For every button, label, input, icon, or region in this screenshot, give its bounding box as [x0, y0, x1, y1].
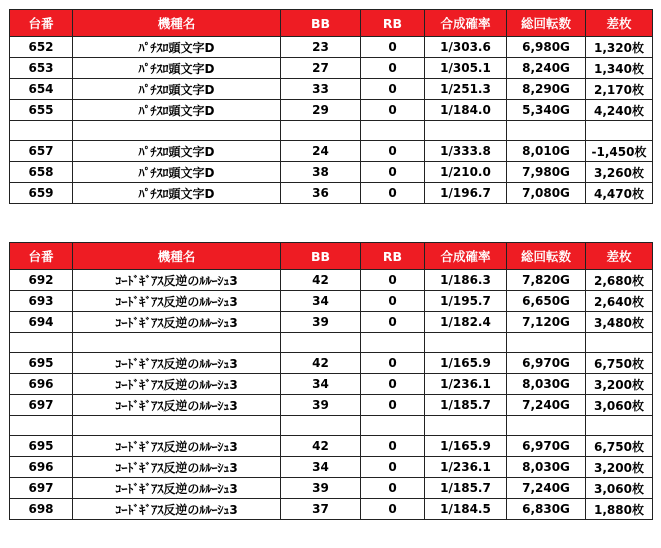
rb-count-cell: 0 — [361, 183, 425, 204]
table-row — [10, 457, 653, 478]
header-total-spins: 総回転数 — [507, 10, 586, 37]
slot-data-table-initial-d — [9, 9, 653, 204]
machine-number-cell: 698 — [10, 499, 73, 520]
coin-difference-cell: 3,200枚 — [586, 374, 653, 395]
machine-number-cell: 658 — [10, 162, 73, 183]
machine-name-cell: ﾊﾟﾁｽﾛ頭文字D — [73, 100, 281, 121]
empty-cell — [361, 333, 425, 353]
combined-probability-cell: 1/303.6 — [425, 37, 507, 58]
coin-difference-cell: 1,880枚 — [586, 499, 653, 520]
machine-name-cell: ﾊﾟﾁｽﾛ頭文字D — [73, 183, 281, 204]
total-spins-cell: 7,240G — [507, 478, 586, 499]
bb-count-cell: 23 — [281, 37, 361, 58]
combined-probability-cell: 1/305.1 — [425, 58, 507, 79]
bb-count-cell: 27 — [281, 58, 361, 79]
machine-number-cell: 695 — [10, 436, 73, 457]
machine-number-cell: 694 — [10, 312, 73, 333]
table-header — [10, 243, 653, 270]
machine-name-cell: ﾊﾟﾁｽﾛ頭文字D — [73, 37, 281, 58]
machine-number-cell: 657 — [10, 141, 73, 162]
empty-cell — [586, 333, 653, 353]
slot-data-table-code-geass — [9, 242, 653, 520]
empty-cell — [73, 333, 281, 353]
empty-cell — [586, 416, 653, 436]
machine-name-cell: ﾊﾟﾁｽﾛ頭文字D — [73, 141, 281, 162]
empty-cell — [361, 121, 425, 141]
header-row — [10, 243, 653, 270]
bb-count-cell: 36 — [281, 183, 361, 204]
empty-cell — [73, 416, 281, 436]
empty-cell — [281, 121, 361, 141]
bb-count-cell: 34 — [281, 457, 361, 478]
combined-probability-cell: 1/236.1 — [425, 374, 507, 395]
bb-count-cell: 42 — [281, 353, 361, 374]
coin-difference-cell: 2,640枚 — [586, 291, 653, 312]
machine-number-cell: 696 — [10, 457, 73, 478]
rb-count-cell: 0 — [361, 79, 425, 100]
total-spins-cell: 8,030G — [507, 457, 586, 478]
total-spins-cell: 5,340G — [507, 100, 586, 121]
total-spins-cell: 7,080G — [507, 183, 586, 204]
coin-difference-cell: 3,480枚 — [586, 312, 653, 333]
total-spins-cell: 7,820G — [507, 270, 586, 291]
table-row — [10, 270, 653, 291]
machine-name-cell: ｺｰﾄﾞｷﾞｱｽ反逆のﾙﾙｰｼｭ3 — [73, 436, 281, 457]
machine-number-cell: 653 — [10, 58, 73, 79]
empty-cell — [10, 121, 73, 141]
spacer-row — [10, 121, 653, 141]
table-row — [10, 291, 653, 312]
table-row — [10, 478, 653, 499]
coin-difference-cell: 2,680枚 — [586, 270, 653, 291]
header-bb: BB — [281, 243, 361, 270]
coin-difference-cell: 3,260枚 — [586, 162, 653, 183]
coin-difference-cell: 6,750枚 — [586, 353, 653, 374]
empty-cell — [10, 333, 73, 353]
rb-count-cell: 0 — [361, 270, 425, 291]
combined-probability-cell: 1/185.7 — [425, 395, 507, 416]
machine-number-cell: 693 — [10, 291, 73, 312]
header-total-spins: 総回転数 — [507, 243, 586, 270]
bb-count-cell: 42 — [281, 436, 361, 457]
coin-difference-cell: 1,320枚 — [586, 37, 653, 58]
rb-count-cell: 0 — [361, 58, 425, 79]
table-row — [10, 37, 653, 58]
bb-count-cell: 29 — [281, 100, 361, 121]
table-body — [10, 270, 653, 520]
empty-cell — [73, 121, 281, 141]
empty-cell — [507, 333, 586, 353]
total-spins-cell: 7,240G — [507, 395, 586, 416]
total-spins-cell: 8,290G — [507, 79, 586, 100]
machine-number-cell: 655 — [10, 100, 73, 121]
table-row — [10, 58, 653, 79]
table-row — [10, 100, 653, 121]
combined-probability-cell: 1/184.5 — [425, 499, 507, 520]
machine-number-cell: 695 — [10, 353, 73, 374]
coin-difference-cell: 1,340枚 — [586, 58, 653, 79]
rb-count-cell: 0 — [361, 37, 425, 58]
machine-number-cell: 654 — [10, 79, 73, 100]
machine-number-cell: 659 — [10, 183, 73, 204]
bb-count-cell: 39 — [281, 395, 361, 416]
machine-number-cell: 697 — [10, 395, 73, 416]
coin-difference-cell: 4,470枚 — [586, 183, 653, 204]
coin-difference-cell: 2,170枚 — [586, 79, 653, 100]
total-spins-cell: 6,830G — [507, 499, 586, 520]
spacer-row — [10, 416, 653, 436]
bb-count-cell: 24 — [281, 141, 361, 162]
header-rb: RB — [361, 243, 425, 270]
machine-name-cell: ﾊﾟﾁｽﾛ頭文字D — [73, 79, 281, 100]
table-row — [10, 183, 653, 204]
rb-count-cell: 0 — [361, 100, 425, 121]
header-coin-difference: 差枚 — [586, 10, 653, 37]
machine-name-cell: ｺｰﾄﾞｷﾞｱｽ反逆のﾙﾙｰｼｭ3 — [73, 499, 281, 520]
rb-count-cell: 0 — [361, 374, 425, 395]
machine-name-cell: ｺｰﾄﾞｷﾞｱｽ反逆のﾙﾙｰｼｭ3 — [73, 478, 281, 499]
empty-cell — [425, 416, 507, 436]
total-spins-cell: 8,010G — [507, 141, 586, 162]
empty-cell — [507, 121, 586, 141]
combined-probability-cell: 1/186.3 — [425, 270, 507, 291]
empty-cell — [507, 416, 586, 436]
coin-difference-cell: 3,060枚 — [586, 478, 653, 499]
machine-name-cell: ｺｰﾄﾞｷﾞｱｽ反逆のﾙﾙｰｼｭ3 — [73, 353, 281, 374]
header-combined-probability: 合成確率 — [425, 243, 507, 270]
empty-cell — [425, 333, 507, 353]
header-machine-number: 台番 — [10, 10, 73, 37]
table-row — [10, 353, 653, 374]
spacer-row — [10, 333, 653, 353]
total-spins-cell: 8,240G — [507, 58, 586, 79]
rb-count-cell: 0 — [361, 141, 425, 162]
header-coin-difference: 差枚 — [586, 243, 653, 270]
machine-number-cell: 697 — [10, 478, 73, 499]
bb-count-cell: 34 — [281, 374, 361, 395]
combined-probability-cell: 1/165.9 — [425, 353, 507, 374]
empty-cell — [281, 416, 361, 436]
coin-difference-cell: 3,200枚 — [586, 457, 653, 478]
combined-probability-cell: 1/236.1 — [425, 457, 507, 478]
rb-count-cell: 0 — [361, 312, 425, 333]
combined-probability-cell: 1/333.8 — [425, 141, 507, 162]
rb-count-cell: 0 — [361, 162, 425, 183]
rb-count-cell: 0 — [361, 478, 425, 499]
table-row — [10, 436, 653, 457]
table-row — [10, 312, 653, 333]
table-body — [10, 37, 653, 204]
combined-probability-cell: 1/251.3 — [425, 79, 507, 100]
rb-count-cell: 0 — [361, 499, 425, 520]
total-spins-cell: 6,970G — [507, 353, 586, 374]
coin-difference-cell: -1,450枚 — [586, 141, 653, 162]
total-spins-cell: 7,980G — [507, 162, 586, 183]
machine-number-cell: 692 — [10, 270, 73, 291]
total-spins-cell: 8,030G — [507, 374, 586, 395]
bb-count-cell: 33 — [281, 79, 361, 100]
machine-name-cell: ﾊﾟﾁｽﾛ頭文字D — [73, 162, 281, 183]
machine-number-cell: 696 — [10, 374, 73, 395]
table-row — [10, 374, 653, 395]
bb-count-cell: 39 — [281, 478, 361, 499]
table-header — [10, 10, 653, 37]
machine-number-cell: 652 — [10, 37, 73, 58]
bb-count-cell: 42 — [281, 270, 361, 291]
total-spins-cell: 6,980G — [507, 37, 586, 58]
empty-cell — [586, 121, 653, 141]
machine-name-cell: ｺｰﾄﾞｷﾞｱｽ反逆のﾙﾙｰｼｭ3 — [73, 270, 281, 291]
bb-count-cell: 39 — [281, 312, 361, 333]
table-row — [10, 141, 653, 162]
machine-name-cell: ｺｰﾄﾞｷﾞｱｽ反逆のﾙﾙｰｼｭ3 — [73, 374, 281, 395]
empty-cell — [281, 333, 361, 353]
bb-count-cell: 38 — [281, 162, 361, 183]
header-row — [10, 10, 653, 37]
header-bb: BB — [281, 10, 361, 37]
total-spins-cell: 6,650G — [507, 291, 586, 312]
combined-probability-cell: 1/185.7 — [425, 478, 507, 499]
combined-probability-cell: 1/182.4 — [425, 312, 507, 333]
bb-count-cell: 34 — [281, 291, 361, 312]
table-row — [10, 395, 653, 416]
machine-name-cell: ｺｰﾄﾞｷﾞｱｽ反逆のﾙﾙｰｼｭ3 — [73, 457, 281, 478]
table-row — [10, 79, 653, 100]
machine-name-cell: ｺｰﾄﾞｷﾞｱｽ反逆のﾙﾙｰｼｭ3 — [73, 395, 281, 416]
combined-probability-cell: 1/195.7 — [425, 291, 507, 312]
coin-difference-cell: 6,750枚 — [586, 436, 653, 457]
total-spins-cell: 6,970G — [507, 436, 586, 457]
rb-count-cell: 0 — [361, 395, 425, 416]
combined-probability-cell: 1/196.7 — [425, 183, 507, 204]
total-spins-cell: 7,120G — [507, 312, 586, 333]
machine-name-cell: ｺｰﾄﾞｷﾞｱｽ反逆のﾙﾙｰｼｭ3 — [73, 312, 281, 333]
table-row — [10, 162, 653, 183]
rb-count-cell: 0 — [361, 436, 425, 457]
coin-difference-cell: 4,240枚 — [586, 100, 653, 121]
combined-probability-cell: 1/165.9 — [425, 436, 507, 457]
empty-cell — [361, 416, 425, 436]
bb-count-cell: 37 — [281, 499, 361, 520]
rb-count-cell: 0 — [361, 291, 425, 312]
rb-count-cell: 0 — [361, 353, 425, 374]
header-machine-number: 台番 — [10, 243, 73, 270]
coin-difference-cell: 3,060枚 — [586, 395, 653, 416]
machine-name-cell: ｺｰﾄﾞｷﾞｱｽ反逆のﾙﾙｰｼｭ3 — [73, 291, 281, 312]
rb-count-cell: 0 — [361, 457, 425, 478]
combined-probability-cell: 1/184.0 — [425, 100, 507, 121]
header-rb: RB — [361, 10, 425, 37]
header-machine-name: 機種名 — [73, 243, 281, 270]
empty-cell — [10, 416, 73, 436]
machine-name-cell: ﾊﾟﾁｽﾛ頭文字D — [73, 58, 281, 79]
header-machine-name: 機種名 — [73, 10, 281, 37]
empty-cell — [425, 121, 507, 141]
table-row — [10, 499, 653, 520]
header-combined-probability: 合成確率 — [425, 10, 507, 37]
combined-probability-cell: 1/210.0 — [425, 162, 507, 183]
